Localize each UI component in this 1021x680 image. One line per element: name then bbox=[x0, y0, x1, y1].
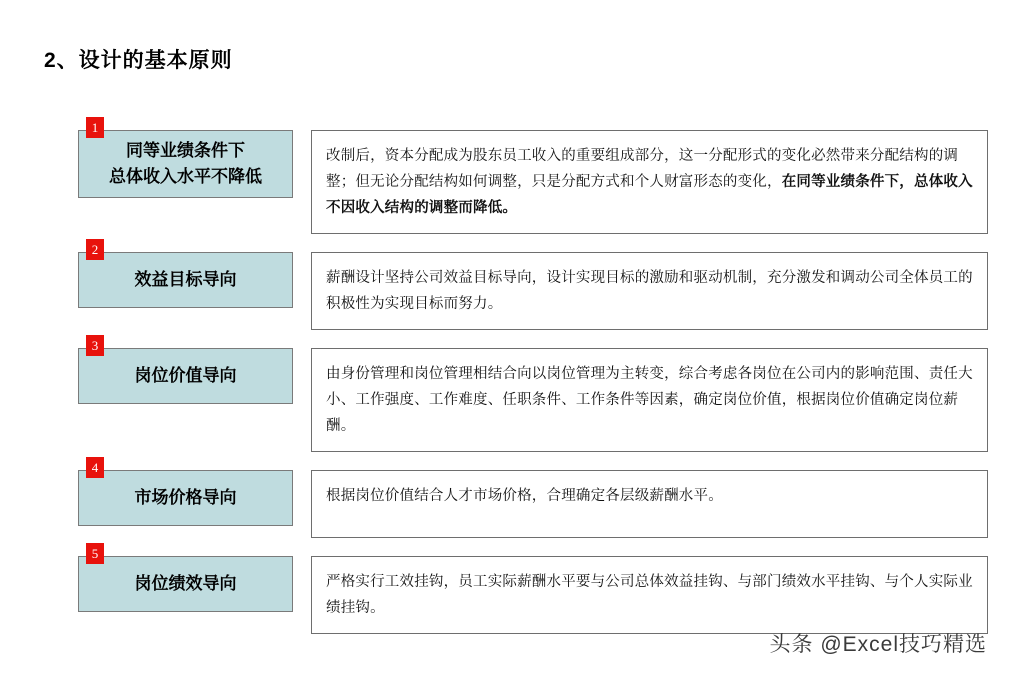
principle-description-text-5: 严格实行工效挂钩，员工实际薪酬水平要与公司总体效益挂钩、与部门绩效水平挂钩、与个人实际业绩挂钩。 bbox=[326, 574, 973, 616]
principle-description-text-1: 改制后，资本分配成为股东员工收入的重要组成部分，这一分配形式的变化必然带来分配结构的调整；但无论分配结构如何调整，只是分配方式和个人财富形态的变化， bbox=[326, 148, 959, 190]
principle-label-2: 效益目标导向 bbox=[78, 252, 293, 308]
principle-description-3 bbox=[311, 348, 988, 452]
principle-description-2 bbox=[311, 252, 988, 330]
principle-label-5: 岗位绩效导向 bbox=[78, 556, 293, 612]
list-item bbox=[78, 546, 988, 634]
page-title: 2、设计的基本原则 bbox=[44, 49, 233, 72]
principle-label-4: 市场价格导向 bbox=[78, 470, 293, 526]
principle-description-bold-1: 在同等业绩条件下，总体收入不因收入结构的调整而降低。 bbox=[326, 174, 973, 216]
list-item bbox=[78, 242, 988, 330]
principle-description-text-4: 根据岗位价值结合人才市场价格，合理确定各层级薪酬水平。 bbox=[326, 488, 723, 504]
principle-label-wrap-1 bbox=[78, 120, 293, 198]
principle-description-5 bbox=[311, 556, 988, 634]
principle-number-badge: 4 bbox=[86, 457, 104, 478]
list-item bbox=[78, 120, 988, 234]
principles-list bbox=[78, 120, 988, 652]
list-item bbox=[78, 338, 988, 452]
list-item bbox=[78, 460, 988, 538]
principle-number-badge: 2 bbox=[86, 239, 104, 260]
principle-description-4 bbox=[311, 470, 988, 538]
principle-description-1 bbox=[311, 130, 988, 234]
principle-label-wrap-2 bbox=[78, 242, 293, 308]
principle-description-text-3: 由身份管理和岗位管理相结合向以岗位管理为主转变，综合考虑各岗位在公司内的影响范围、责任大小、工作强度、工作难度、任职条件、工作条件等因素，确定岗位价值，根据岗位价值确定岗位薪酬。 bbox=[326, 366, 973, 434]
principle-label-3: 岗位价值导向 bbox=[78, 348, 293, 404]
principle-number-badge: 3 bbox=[86, 335, 104, 356]
principle-number-badge: 5 bbox=[86, 543, 104, 564]
principle-label-line2: 总体收入水平不降低 bbox=[109, 167, 262, 186]
principle-label-wrap-5 bbox=[78, 546, 293, 612]
principle-label-line1: 同等业绩条件下 bbox=[126, 141, 245, 160]
principle-label-1 bbox=[78, 130, 293, 198]
principle-label-wrap-3 bbox=[78, 338, 293, 404]
watermark: 头条 @Excel技巧精选 bbox=[769, 633, 987, 656]
principle-label-wrap-4 bbox=[78, 460, 293, 526]
principle-description-text-2: 薪酬设计坚持公司效益目标导向，设计实现目标的激励和驱动机制，充分激发和调动公司全体员工的积极性为实现目标而努力。 bbox=[326, 270, 973, 312]
principle-number-badge: 1 bbox=[86, 117, 104, 138]
